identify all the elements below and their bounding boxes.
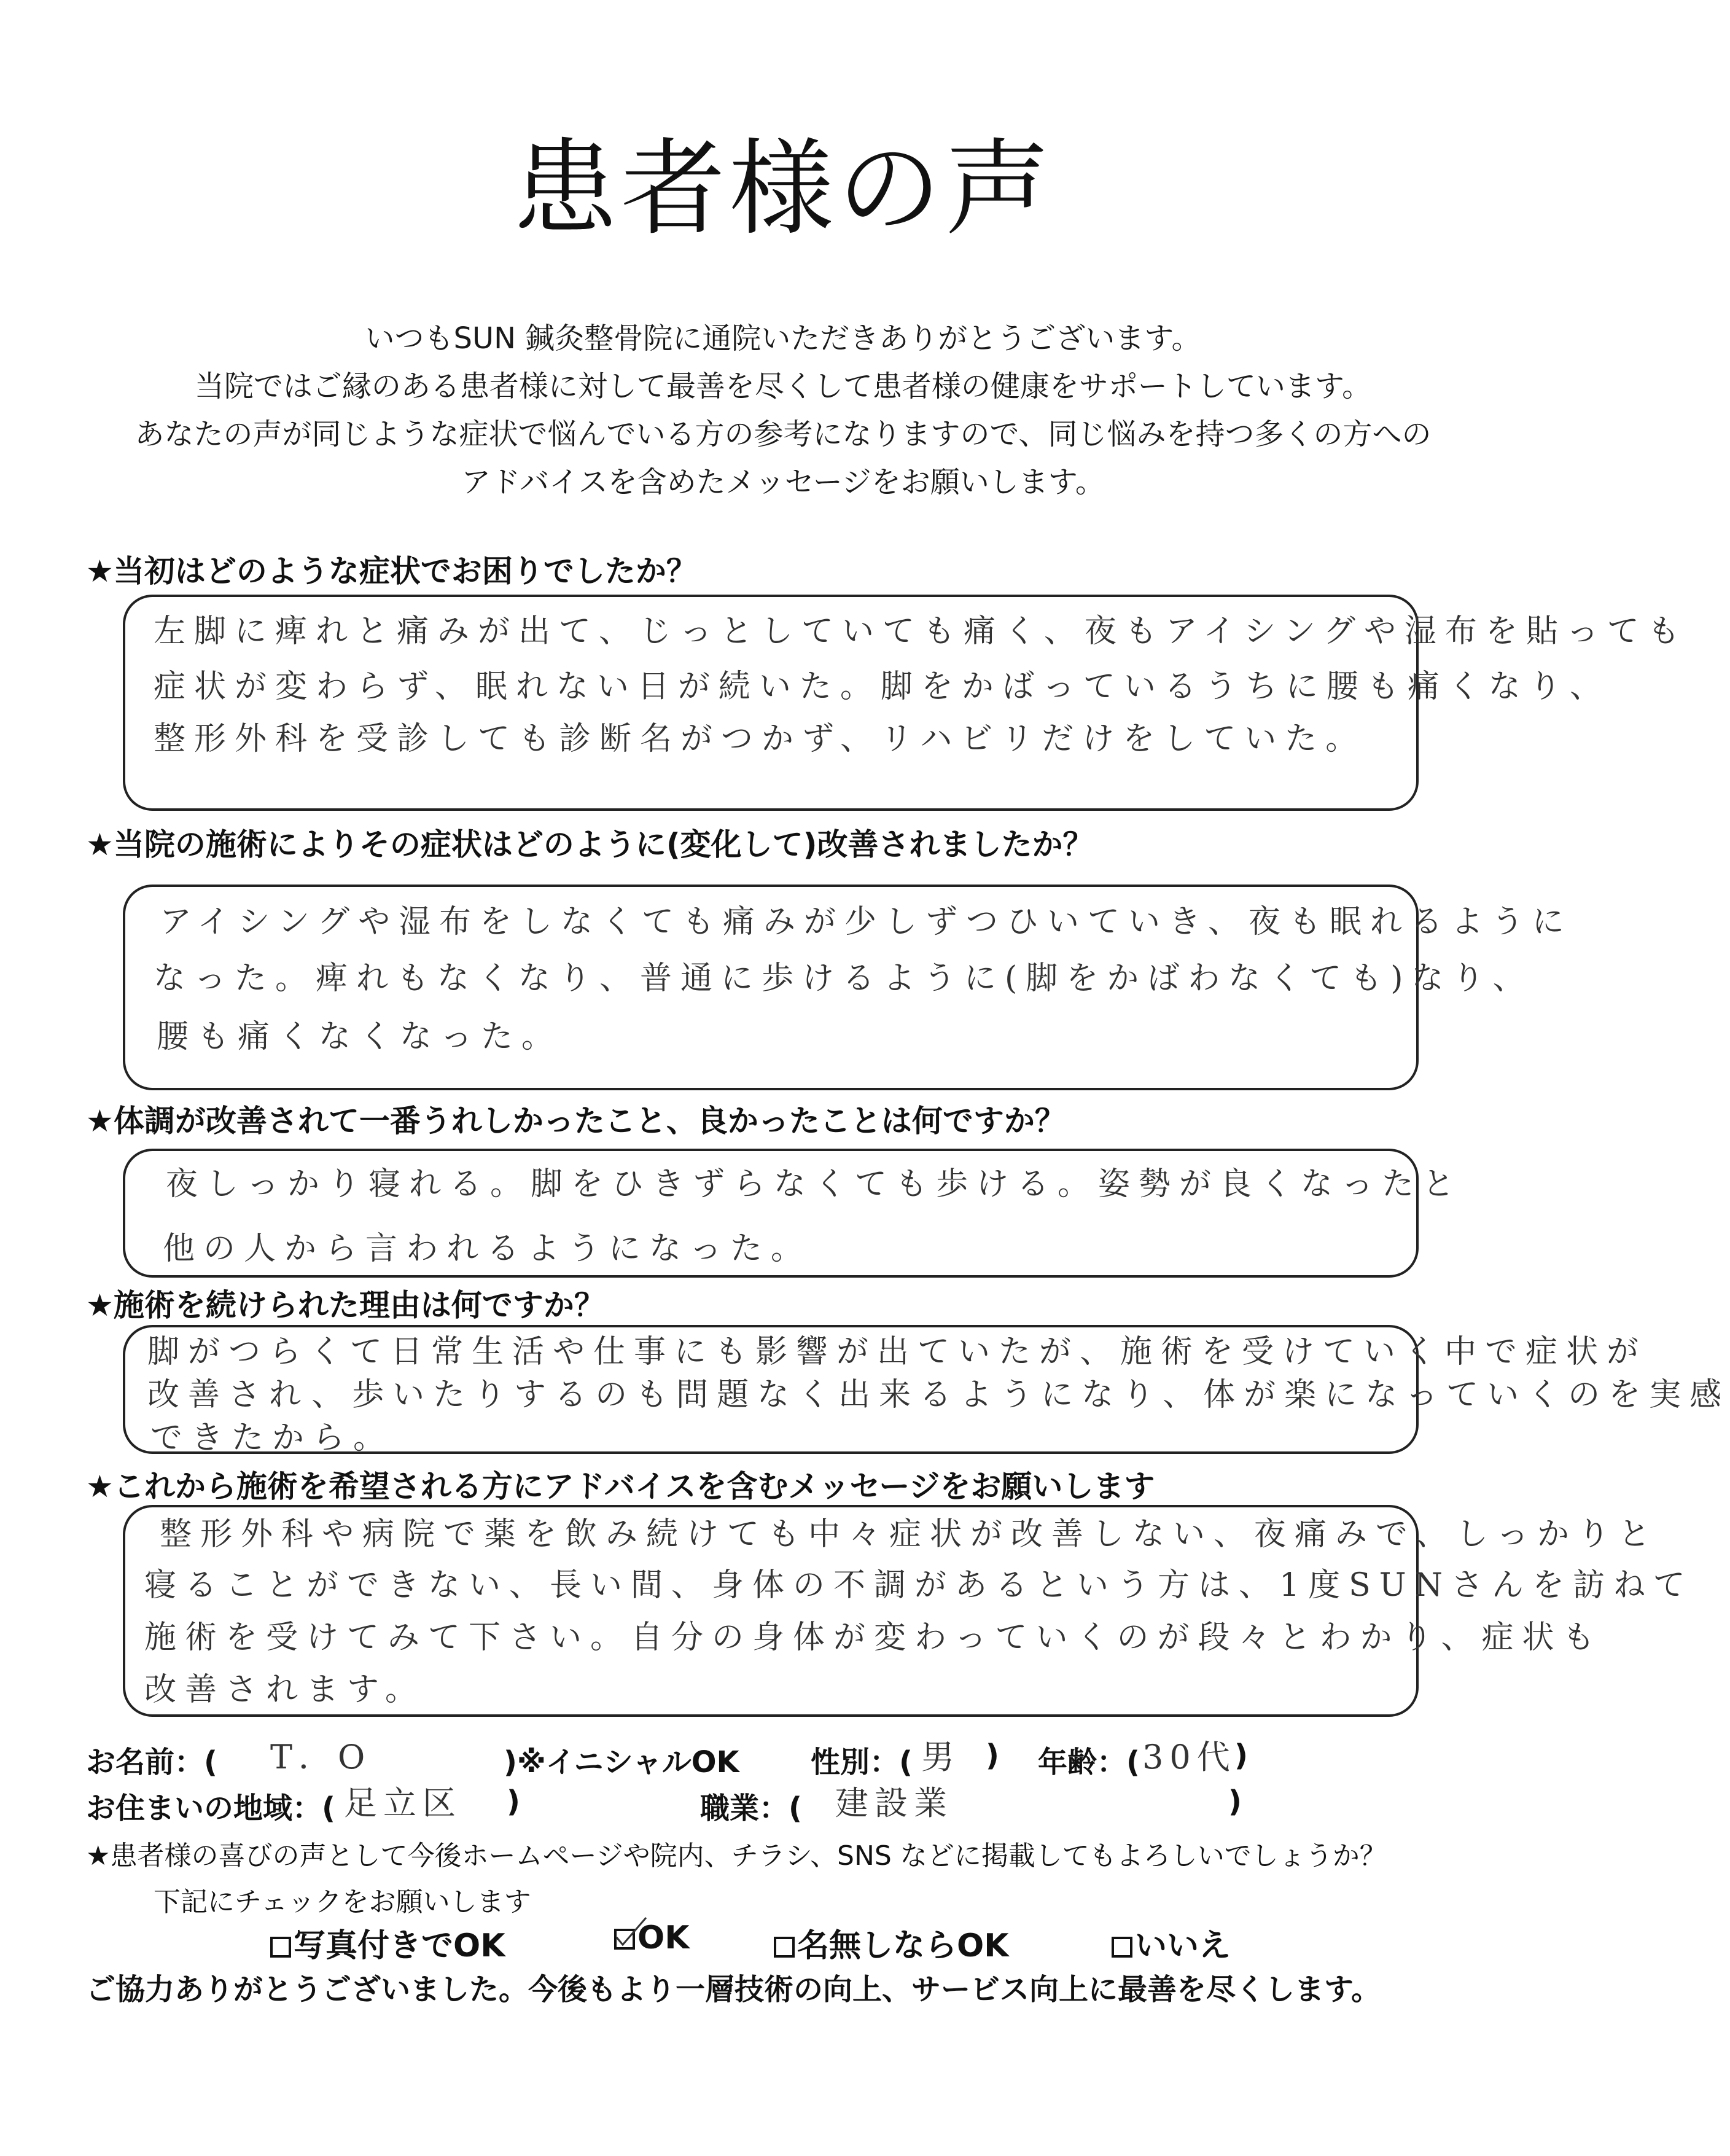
name-value: T．O: [270, 1738, 372, 1776]
page-title: 患者様の声: [512, 128, 1053, 250]
job-value: 建設業: [835, 1784, 953, 1822]
answer-5-line-3: 施術を受けてみて下さい。自分の身体が変わっていくのが段々とわかり、症状も: [144, 1619, 1603, 1656]
answer-4-line-2: 改善され、歩いたりするのも問題なく出来るようになり、体が楽になっていくのを実感: [147, 1377, 1730, 1413]
age-close: ): [1234, 1738, 1248, 1773]
answer-1-line-3: 整形外科を受診しても診断名がつかず、リハビリだけをしていた。: [154, 721, 1366, 757]
job-label: 職業：(: [700, 1791, 802, 1826]
answer-5-line-2: 寝ることができない、長い間、身体の不調があるという方は、1度SUNさんを訪ねて: [144, 1567, 1694, 1604]
answer-4-line-3: できたから。: [150, 1420, 394, 1456]
name-suffix: )※イニシャルOK: [504, 1745, 739, 1779]
checkbox-checked-icon[interactable]: [614, 1929, 635, 1950]
question-3-heading: ★体調が改善されて一番うれしかったこと、良かったことは何ですか？: [86, 1103, 1066, 1139]
option-anonymous-ok[interactable]: 名無しならOK: [774, 1920, 1009, 1966]
answer-3-line-2: 他の人から言われるようになった。: [163, 1230, 812, 1267]
question-1-heading: ★当初はどのような症状でお困りでしたか？: [86, 553, 697, 589]
name-label: お名前：(: [86, 1745, 217, 1779]
answer-2-line-1: アイシングや湿布をしなくても痛みが少しずつひいていき、夜も眠れるように: [160, 904, 1573, 940]
checkbox-icon[interactable]: [774, 1937, 795, 1958]
intro-line-1: いつもSUN 鍼灸整骨院に通院いただきありがとうございます。: [365, 321, 1201, 356]
answer-1-line-1: 左脚に痺れと痛みが出て、じっとしていても痛く、夜もアイシングや湿布を貼っても: [154, 613, 1688, 650]
answer-2-line-2: なった。痺れもなくなり、普通に歩けるように(脚をかばわなくても)なり、: [154, 960, 1533, 997]
age-value: 30代: [1142, 1738, 1236, 1776]
question-5-heading: ★これから施術を希望される方にアドバイスを含むメッセージをお願いします: [86, 1469, 1155, 1504]
answer-3-line-1: 夜しっかり寝れる。脚をひきずらなくても歩ける。姿勢が良くなったと: [166, 1166, 1463, 1203]
question-2-heading: ★当院の施術によりその症状はどのように(変化して)改善されましたか？: [86, 827, 1094, 862]
answer-4-line-1: 脚がつらくて日常生活や仕事にも影響が出ていたが、施術を受けていく中で症状が: [147, 1334, 1648, 1370]
consent-instruction: 下記にチェックをお願いします: [154, 1886, 531, 1918]
question-4-heading: ★施術を続けられた理由は何ですか？: [86, 1287, 605, 1323]
answer-5-line-4: 改善されます。: [144, 1671, 426, 1708]
option-no[interactable]: いいえ: [1112, 1920, 1231, 1966]
intro-line-2: 当院ではご縁のある患者様に対して最善を尽くして患者様の健康をサポートしています。: [194, 369, 1372, 404]
consent-question: ★患者様の喜びの声として今後ホームページや院内、チラシ、SNS などに掲載してもよろしいでしょうか？: [86, 1840, 1387, 1872]
area-label: お住まいの地域：(: [86, 1791, 335, 1826]
option-ok[interactable]: OK: [614, 1920, 690, 1956]
answer-2-line-3: 腰も痛くなくなった。: [157, 1018, 563, 1055]
answer-1-line-2: 症状が変わらず、眠れない日が続いた。脚をかばっているうちに腰も痛くなり、: [154, 668, 1610, 705]
checkbox-icon[interactable]: [1112, 1937, 1132, 1958]
option-photo-ok[interactable]: 写真付きでOK: [270, 1920, 505, 1966]
job-close: ): [1228, 1784, 1242, 1819]
area-value: 足立区: [344, 1784, 462, 1822]
gender-close: ): [986, 1738, 999, 1773]
intro-line-3: あなたの声が同じような症状で悩んでいる方の参考になりますので、同じ悩みを持つ多くの方への: [134, 417, 1432, 451]
intro-line-4: アドバイスを含めたメッセージをお願いします。: [461, 465, 1105, 499]
gender-label: 性別：(: [811, 1745, 913, 1779]
area-close: ): [507, 1784, 520, 1819]
checkbox-icon[interactable]: [270, 1937, 291, 1958]
gender-value: 男: [921, 1738, 960, 1776]
footer-message: ご協力ありがとうございました。今後もより一層技術の向上、サービス向上に最善を尽くします。: [86, 1972, 1381, 2007]
answer-5-line-1: 整形外科や病院で薬を飲み続けても中々症状が改善しない、夜痛みで、しっかりと: [160, 1516, 1659, 1553]
age-label: 年齢：(: [1038, 1745, 1140, 1779]
